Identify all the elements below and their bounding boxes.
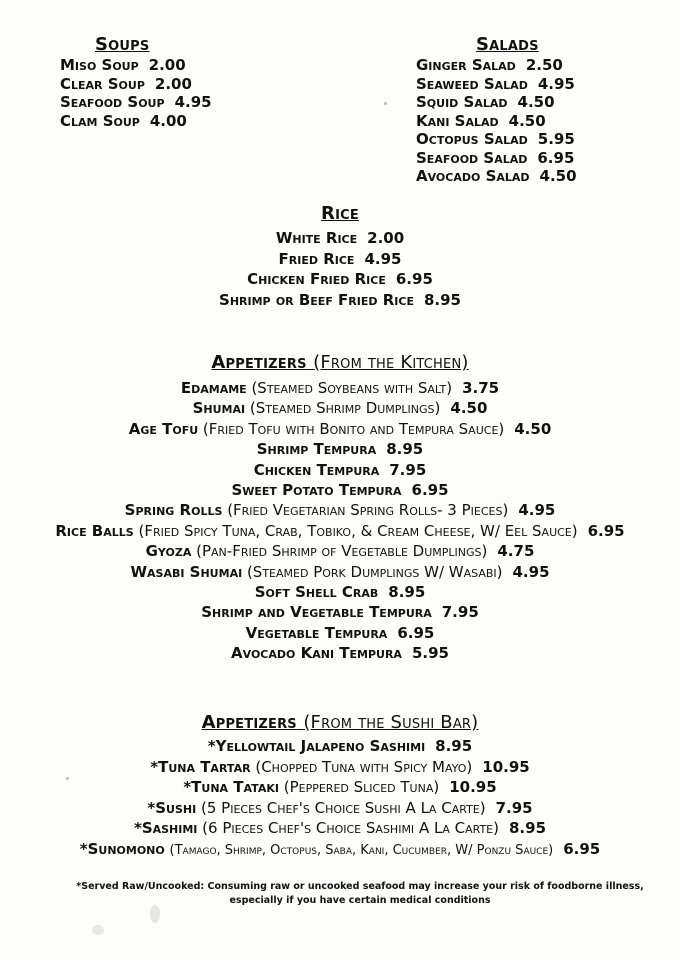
menu-item-description: (5 Pieces Chef's Choice Sushi A La Carte)	[200, 798, 486, 817]
menu-item	[0, 562, 680, 582]
menu-item-price: 6.95	[411, 481, 449, 500]
menu-item-name: Sweet Potato Tempura	[231, 481, 402, 500]
menu-item	[0, 818, 680, 839]
menu-item-price: 6.95	[537, 148, 575, 167]
menu-item	[0, 460, 680, 480]
raw-food-notice: *Served Raw/Uncooked: Consuming raw or uncooked seafood may increase your risk of foodborne illness, especially if you have certain medical conditions	[76, 881, 644, 906]
menu-item	[416, 167, 577, 186]
sushi-heading-main: Appetizers	[201, 712, 297, 733]
menu-item-price: 4.95	[512, 562, 550, 581]
kitchen-appetizers-list	[0, 378, 680, 664]
menu-item-name: Octopus Salad	[416, 130, 528, 148]
scan-speck	[150, 905, 160, 923]
menu-item-name: Ginger Salad	[416, 56, 516, 74]
menu-item	[0, 480, 680, 500]
menu-item-name: Seaweed Salad	[416, 74, 528, 93]
menu-item-name: Avocado Salad	[416, 167, 530, 185]
menu-item	[416, 112, 577, 131]
menu-item-name: White Rice	[275, 229, 358, 247]
menu-item-name: Shrimp and Vegetable Tempura	[201, 603, 432, 622]
menu-item	[0, 736, 680, 757]
menu-item-price: 8.95	[423, 290, 461, 309]
menu-item-price: 2.00	[154, 74, 192, 93]
menu-item	[416, 130, 577, 149]
menu-item-name: *Yellowtail Jalapeno Sashimi	[207, 737, 426, 755]
salads-section	[416, 34, 577, 186]
menu-item-name: Miso Soup	[60, 56, 139, 74]
menu-item	[0, 582, 680, 602]
menu-item-description: (Tamago, Shrimp, Octopus, Saba, Kani, Cucumber, W/ Ponzu Sauce)	[169, 842, 554, 858]
menu-item	[416, 93, 577, 112]
menu-item	[0, 757, 680, 778]
menu-item	[0, 398, 680, 418]
menu-item-name: Seafood Soup	[60, 93, 165, 111]
menu-item-name: Shrimp Tempura	[256, 440, 377, 459]
sushi-appetizers-heading	[0, 712, 680, 733]
menu-item	[0, 521, 680, 541]
menu-item-price: 2.00	[367, 229, 405, 247]
soups-section	[60, 34, 212, 130]
menu-item	[0, 777, 680, 798]
menu-item-name: Shumai	[192, 399, 246, 418]
menu-item-price: 7.95	[389, 460, 427, 479]
menu-item	[0, 378, 680, 398]
sushi-heading-sub: (From the Sushi Bar)	[303, 712, 479, 733]
menu-item-price: 3.75	[462, 379, 500, 397]
menu-item-description: (Chopped Tuna with Spicy Mayo)	[255, 757, 473, 776]
scan-speck	[92, 925, 104, 935]
menu-item-price: 4.95	[518, 501, 556, 520]
menu-item-price: 4.50	[514, 419, 552, 438]
menu-item-price: 5.95	[537, 130, 575, 148]
menu-item-price: 6.95	[395, 270, 433, 288]
menu-item	[60, 75, 212, 94]
menu-item	[0, 439, 680, 459]
menu-item-name: *Tuna Tataki	[183, 778, 279, 797]
menu-item	[0, 228, 680, 249]
menu-item	[0, 839, 680, 862]
menu-item	[0, 269, 680, 290]
menu-item-name: Chicken Fried Rice	[247, 270, 386, 288]
menu-item-name: Vegetable Tempura	[245, 623, 388, 642]
soups-heading: Soups	[95, 34, 150, 55]
menu-item-name: Wasabi Shumai	[130, 562, 243, 581]
salads-heading: Salads	[476, 34, 539, 55]
kitchen-appetizers-heading	[0, 352, 680, 373]
menu-item-description: (Steamed Shrimp Dumplings)	[249, 399, 441, 418]
kitchen-heading-sub: (From the Kitchen)	[313, 352, 469, 373]
menu-item-name: Clam Soup	[60, 111, 140, 130]
menu-item-price: 4.95	[174, 93, 212, 111]
menu-item	[60, 112, 212, 131]
menu-item-name: Age Tofu	[128, 419, 199, 438]
menu-item-description: (Fried Vegetarian Spring Rolls- 3 Pieces)	[227, 501, 509, 520]
menu-item-price: 2.50	[525, 56, 563, 74]
menu-item-name: Squid Salad	[416, 93, 508, 111]
menu-item-name: Kani Salad	[416, 111, 499, 130]
menu-item	[0, 419, 680, 439]
menu-item-name: Clear Soup	[60, 74, 145, 93]
menu-item-price: 6.95	[397, 623, 435, 642]
menu-item-description: (6 Pieces Chef's Choice Sashimi A La Carte)	[202, 819, 499, 838]
menu-item-price: 10.95	[449, 778, 497, 797]
menu-item-name: Rice Balls	[55, 521, 134, 540]
kitchen-heading-main: Appetizers	[211, 352, 307, 373]
menu-item-name: Gyoza	[145, 542, 192, 561]
menu-item	[0, 541, 680, 561]
soups-list	[60, 56, 212, 130]
menu-item-description: (Steamed Soybeans with Salt)	[251, 379, 453, 397]
menu-item-price: 4.00	[149, 111, 187, 130]
menu-item-description: (Pan-Fried Shrimp of Vegetable Dumplings)	[196, 542, 488, 561]
menu-item-name: Fried Rice	[278, 249, 355, 268]
scan-speck	[384, 102, 387, 105]
menu-item	[60, 93, 212, 112]
menu-item-description: (Fried Spicy Tuna, Crab, Tobiko, & Cream Cheese, W/ Eel Sauce)	[138, 521, 578, 540]
menu-item-name: Shrimp or Beef Fried Rice	[219, 290, 414, 309]
menu-item-description: (Fried Tofu with Bonito and Tempura Sauce)	[202, 419, 505, 438]
menu-item-name: *Sashimi	[133, 819, 198, 838]
rice-section	[0, 203, 680, 310]
kitchen-appetizers-section	[0, 352, 680, 664]
menu-item-price: 4.95	[537, 74, 575, 93]
menu-item-price: 10.95	[482, 757, 530, 776]
menu-item	[0, 643, 680, 663]
menu-item-price: 4.50	[517, 93, 555, 111]
menu-item-price: 7.95	[495, 798, 533, 817]
menu-item	[0, 798, 680, 819]
sushi-appetizers-list	[0, 736, 680, 862]
menu-item	[60, 56, 212, 75]
scan-speck	[66, 777, 69, 780]
menu-item-price: 6.95	[563, 839, 601, 858]
menu-item-price: 8.95	[435, 737, 473, 755]
menu-item	[0, 500, 680, 520]
menu-item	[0, 602, 680, 622]
menu-item-price: 4.50	[508, 111, 546, 130]
menu-item-name: *Sunomono	[79, 839, 165, 858]
rice-heading: Rice	[321, 203, 359, 224]
salads-list	[416, 56, 577, 186]
menu-item-price: 7.95	[441, 603, 479, 622]
menu-item	[0, 623, 680, 643]
menu-item-price: 4.50	[450, 399, 488, 418]
menu-item-name: Chicken Tempura	[253, 460, 380, 479]
menu-item-name: Spring Rolls	[124, 501, 223, 520]
menu-item-price: 5.95	[411, 644, 449, 663]
menu-item-price: 6.95	[587, 521, 625, 540]
menu-item	[416, 149, 577, 168]
menu-item-name: Edamame	[180, 379, 247, 397]
menu-item-price: 4.95	[364, 249, 402, 268]
menu-item-price: 4.50	[539, 167, 577, 185]
menu-item-name: Seafood Salad	[416, 148, 528, 167]
menu-item	[0, 290, 680, 311]
menu-item-price: 8.95	[509, 819, 547, 838]
menu-item	[416, 75, 577, 94]
menu-item-name: *Tuna Tartar	[150, 757, 251, 776]
menu-item-description: (Steamed Pork Dumplings W/ Wasabi)	[246, 562, 503, 581]
menu-item-description: (Peppered Sliced Tuna)	[283, 778, 440, 797]
menu-item	[416, 56, 577, 75]
menu-item-price: 4.75	[497, 542, 535, 561]
menu-item-price: 2.00	[148, 56, 186, 74]
menu-item-name: Avocado Kani Tempura	[231, 644, 402, 663]
menu-item	[0, 249, 680, 270]
menu-item-name: Soft Shell Crab	[254, 583, 379, 602]
menu-item-price: 8.95	[386, 440, 424, 459]
sushi-appetizers-section	[0, 712, 680, 862]
menu-item-price: 8.95	[388, 583, 426, 602]
menu-item-name: *Sushi	[147, 798, 197, 817]
rice-list	[0, 228, 680, 310]
